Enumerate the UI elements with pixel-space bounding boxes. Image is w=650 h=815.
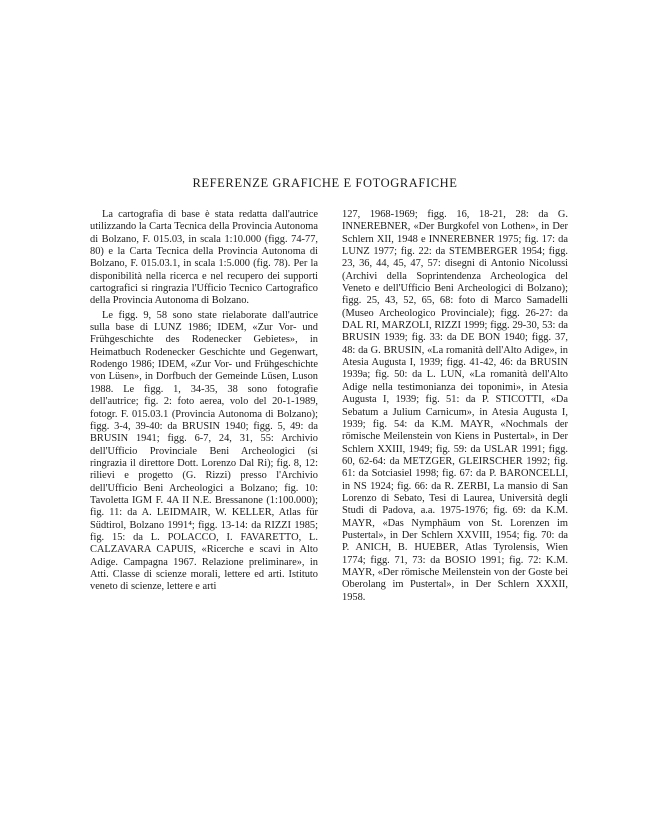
left-paragraph-2: Le figg. 9, 58 sono state rielaborate dall'autrice sulla base di LUNZ 1986; IDEM, «Zur Vor- und Frühgeschichte des Rodenecker Gebietes», in Heimatbuch Rodenecker Geschichte und Gegenwart, Rodengo 1986; IDEM, «Zur Vor- und Frühgeschichte von Lüsen», in Dorfbuch der Gemeinde Lüsen, Luson 1988. Le figg. 1, 34-35, 38 sono fotografie dell'autrice; fig. 2: foto aerea, volo del 20-1-1989, fotogr. F. 015.03.1 (Provincia Autonoma di Bolzano); figg. 3-4, 39-40: da BRUSIN 1940; figg. 5, 49: da BRUSIN 1941; figg. 6-7, 24, 31, 55: Archivio dell'Ufficio Provinciale Beni Archeologici (si ringrazia il direttore Dott. Lorenzo Dal Ri); fig. 8, 12: rilievi e progetto (G. Rizzi) presso l'Archivio dell'Ufficio Beni Archeologici a Bolzano; fig. 10: Tavoletta IGM F. 4A II N.E. Bressanone (1:100.000); fig. 11: da A. LEIDMAIR, W. KELLER, Atlas für Südtirol, Bolzano 1991⁴; figg. 13-14: da RIZZI 1985; fig. 15: da L. POLACCO, I. FAVARETTO, L. CALZAVARA CAPUIS, «Ricerche e scavi in Alto Adige. Campagna 1967. Relazione preliminare», in Atti. Classe di scienze morali, lettere ed arti. Istituto veneto di scienze, lettere e arti	[90, 309, 318, 593]
left-column	[90, 209, 318, 594]
left-paragraph-1: La cartografia di base è stata redatta dall'autrice utilizzando la Carta Tecnica della Provincia Autonoma di Bolzano, F. 015.03, in scala 1:10.000 (figg. 74-77, 80) e la Carta Tecnica della Provincia Autonoma di Bolzano, F. 015.03.1, in scala 1:5.000 (fig. 78). Per la disponibilità nella ricerca e nel recupero dei supporti cartografici si ringrazia l'Ufficio Tecnico Cartografico della Provincia Autonoma di Bolzano.	[90, 209, 318, 307]
right-column	[342, 209, 568, 604]
right-paragraph-1: 127, 1968-1969; figg. 16, 18-21, 28: da G. INNEREBNER, «Der Burgkofel von Lothen», in Der Schlern XII, 1948 e INNEREBNER 1975; fig. 17: da LUNZ 1977; fig. 22: da STEMBERGER 1954; figg. 23, 36, 44, 45, 47, 57: disegni di Antonio Nicolussi (Archivi della Soprintendenza Archeologica del Veneto e dell'Ufficio Beni Archeologici di Bolzano); figg. 25, 43, 52, 65, 68: foto di Marco Samadelli (Museo Archeologico Provinciale); figg. 26-27: da DAL RI, MARZOLI, RIZZI 1999; figg. 29-30, 53: da BRUSIN 1939; fig. 33: da DE BON 1940; figg. 37, 48: da G. BRUSIN, «La romanità dell'Alto Adige», in Atesia Augusta I, 1939; figg. 41-42, 46: da BRUSIN 1939a; fig. 50: da L. LUN, «La romanità dell'Alto Adige nella testimonianza dei toponimi», in Atesia Augusta I, 1939; fig. 51: da P. STICOTTI, «Da Sebatum a Julium Carnicum», in Atesia Augusta I, 1939; fig. 54: da K.M. MAYR, «Nochmals der römische Meilenstein von Kiens in Pustertal», in Der Schlern XXIII, 1949; fig. 59: da USLAR 1991; figg. 60, 62-64: da METZGER, GLEIRSCHER 1992; fig. 61: da Sotciasiel 1998; fig. 67: da P. BARONCELLI, in NS 1924; fig. 66: da R. ZERBI, La mansio di San Lorenzo di Sebato, Tesi di Laurea, Università degli Studi di Padova, a.a. 1975-1976; fig. 69: da K.M. MAYR, «Das Nymphäum von St. Lorenzen im Pustertal», in Der Schlern XXVIII, 1954; fig. 70: da P. ANICH, B. HUEBER, Atlas Tyrolensis, Wien 1774; figg. 71, 73: da BOSIO 1991; fig. 72: K.M. MAYR, «Der römische Meilenstein von der Goste bei Oberolang im Pustertal», in Der Schlern XXXII, 1958.	[342, 209, 568, 603]
page-title: REFERENZE GRAFICHE E FOTOGRAFICHE	[192, 176, 458, 191]
